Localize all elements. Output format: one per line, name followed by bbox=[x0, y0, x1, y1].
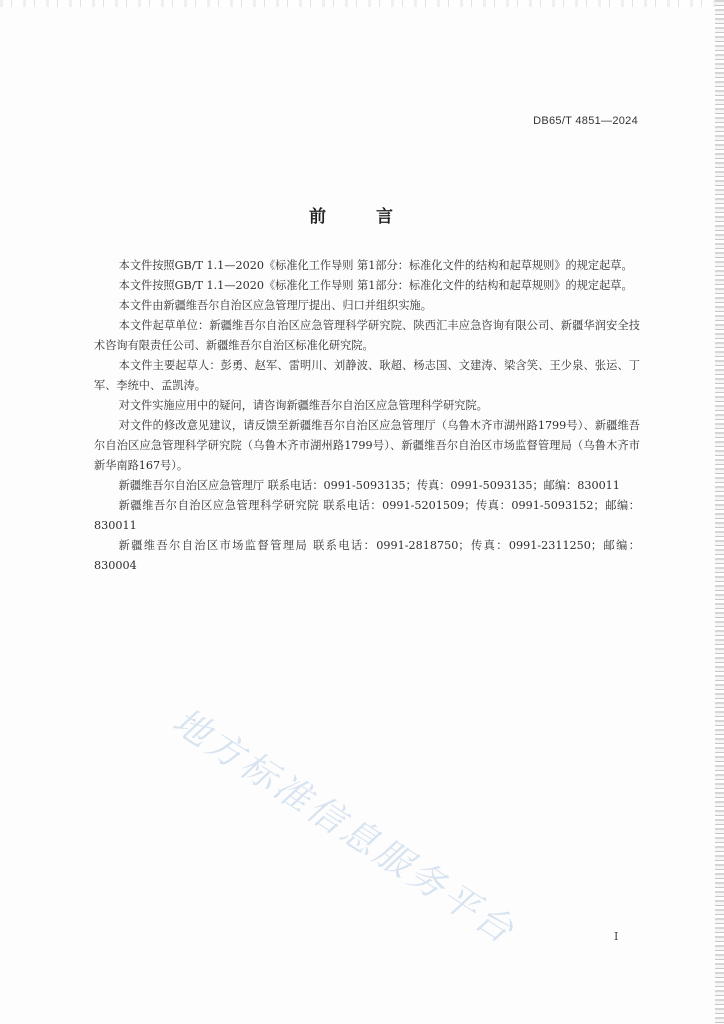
contact-line: 新疆维吾尔自治区应急管理科学研究院 联系电话：0991-5201509；传真：0991-5093152；邮编：830011 bbox=[94, 499, 640, 532]
scan-edge-top bbox=[0, 0, 724, 7]
contact-line: 新疆维吾尔自治区市场监督管理局 联系电话：0991-2818750；传真：0991-2311250；邮编：830004 bbox=[94, 539, 640, 572]
paragraph: 对文件的修改意见建议，请反馈至新疆维吾尔自治区应急管理厅（乌鲁木齐市湖州路1799号）、新疆维吾尔自治区应急管理科学研究院（乌鲁木齐市湖州路1799号）、新疆维吾尔自治区市场监督管理局（乌鲁木齐市新华南路167号）。 bbox=[94, 419, 640, 472]
foreword-body bbox=[94, 256, 640, 576]
scan-edge-right bbox=[715, 0, 724, 1024]
page-number: I bbox=[614, 930, 619, 943]
paragraph: 本文件按照GB/T 1.1—2020《标准化工作导则 第1部分：标准化文件的结构和起草规则》的规定起草。 bbox=[118, 279, 633, 292]
paragraph: 本文件按照GB/T 1.1—2020《标准化工作导则 第1部分：标准化文件的结构和起草规则》的规定起草。 bbox=[118, 259, 633, 272]
paragraph: 本文件主要起草人：彭勇、赵军、雷明川、刘静波、耿超、杨志国、文建涛、梁含笑、王少泉、张运、丁军、李统中、孟凯涛。 bbox=[94, 359, 640, 392]
contact-line: 新疆维吾尔自治区应急管理厅 联系电话：0991-5093135；传真：0991-5093135；邮编：830011 bbox=[118, 479, 620, 492]
paragraph: 对文件实施应用中的疑问，请咨询新疆维吾尔自治区应急管理科学研究院。 bbox=[118, 399, 488, 412]
paragraph: 本文件起草单位：新疆维吾尔自治区应急管理科学研究院、陕西汇丰应急咨询有限公司、新疆华润安全技术咨询有限责任公司、新疆维吾尔自治区标准化研究院。 bbox=[94, 319, 640, 352]
standard-code: DB65/T 4851—2024 bbox=[533, 115, 638, 127]
paragraph: 本文件由新疆维吾尔自治区应急管理厅提出、归口并组织实施。 bbox=[118, 299, 432, 312]
watermark: 地方标准信息服务平台 bbox=[165, 700, 524, 954]
page-title: 前 言 bbox=[309, 207, 415, 227]
